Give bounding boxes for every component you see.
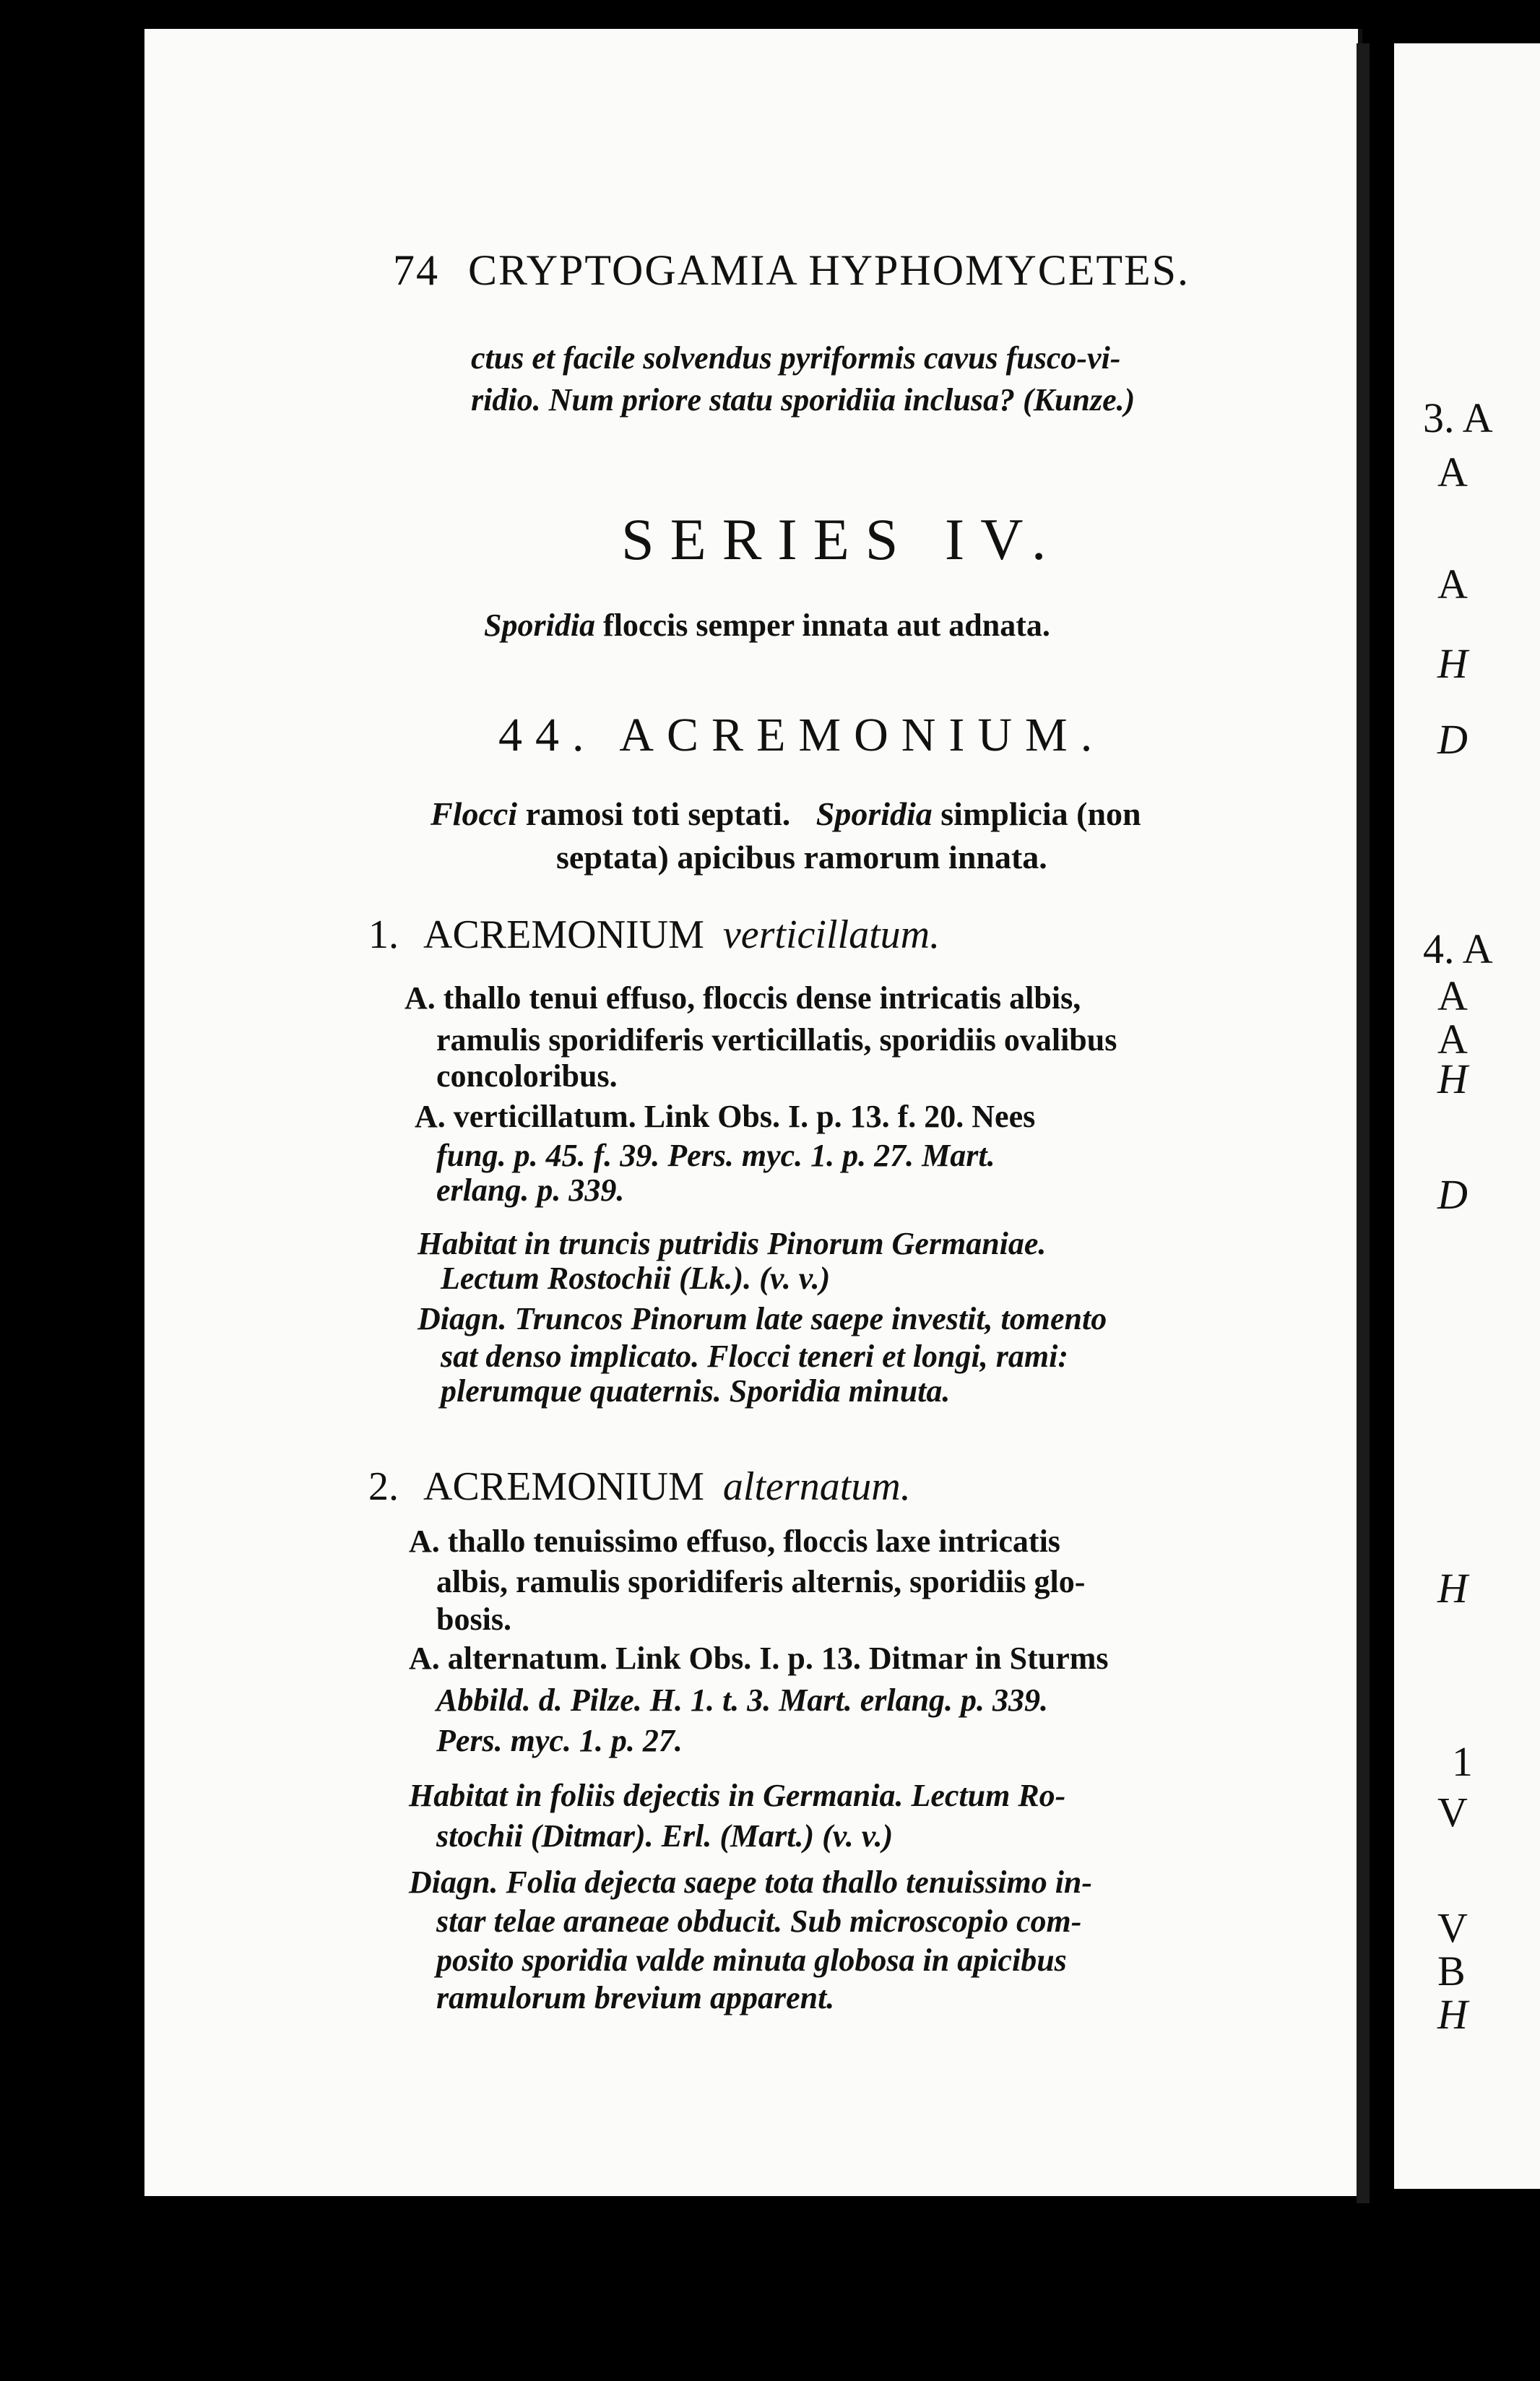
species-title: [368, 1464, 911, 1510]
adjacent-fragment: B: [1437, 1948, 1466, 1995]
adjacent-fragment: D: [1437, 716, 1468, 763]
species-synonymy: A. verticillatum. Link Obs. I. p. 13. f. 20. Nees: [415, 1099, 1036, 1134]
species-number: 2.: [368, 1464, 399, 1509]
species-synonymy: Pers. myc. 1. p. 27.: [436, 1723, 683, 1758]
adjacent-fragment: V: [1437, 1789, 1468, 1836]
species-synonymy: fung. p. 45. f. 39. Pers. myc. 1. p. 27. Mart.: [436, 1138, 995, 1173]
species-synonymy: Abbild. d. Pilze. H. 1. t. 3. Mart. erlang. p. 339.: [436, 1682, 1049, 1718]
adjacent-fragment: H: [1437, 1565, 1468, 1612]
genus-desc-text: simplicia (non: [940, 795, 1141, 832]
species-diagn: Diagn. Folia dejecta saepe tota thallo tenuissimo in-: [409, 1864, 1093, 1900]
species-diagnosis: concoloribus.: [436, 1058, 618, 1094]
genus-desc-italic: Flocci: [431, 795, 518, 832]
species-diagnosis: ramulis sporidiferis verticillatis, sporidiis ovalibus: [436, 1022, 1117, 1058]
series-subtitle-italic: Sporidia: [484, 608, 596, 643]
running-header: [393, 246, 1190, 295]
intro-line: ridio. Num priore statu sporidiia inclusa? (Kunze.): [471, 382, 1135, 418]
series-subtitle-text: floccis semper innata aut adnata.: [603, 608, 1050, 643]
species-diagnosis: A. thallo tenui effuso, floccis dense intricatis albis,: [405, 980, 1081, 1016]
adjacent-fragment: H: [1437, 1055, 1468, 1102]
adjacent-fragment: A: [1437, 1016, 1468, 1063]
running-title: CRYPTOGAMIA HYPHOMYCETES.: [468, 246, 1190, 294]
adjacent-page: [1394, 43, 1540, 2189]
genus-desc-text: ramosi toti septati.: [525, 795, 791, 832]
adjacent-fragment: H: [1437, 640, 1468, 687]
species-diagnosis: albis, ramulis sporidiferis alternis, sporidiis glo-: [436, 1564, 1086, 1599]
species-synonymy: A. alternatum. Link Obs. I. p. 13. Ditmar in Sturms: [409, 1641, 1109, 1676]
adjacent-fragment: 3. A: [1423, 394, 1493, 441]
adjacent-fragment: A: [1437, 561, 1468, 608]
adjacent-fragment: A: [1437, 449, 1468, 496]
genus-desc-italic: Sporidia: [816, 795, 933, 832]
species-habitat: Habitat in truncis putridis Pinorum Germaniae.: [418, 1226, 1047, 1261]
species-diagn: Diagn. Truncos Pinorum late saepe investit, tomento: [418, 1301, 1107, 1336]
page-edge: [1357, 43, 1370, 2203]
species-diagn: plerumque quaternis. Sporidia minuta.: [441, 1373, 951, 1409]
species-epithet: verticillatum.: [722, 912, 940, 957]
genus-description: septata) apicibus ramorum innata.: [556, 839, 1047, 876]
adjacent-fragment: H: [1437, 1991, 1468, 2038]
species-habitat: Habitat in foliis dejectis in Germania. Lectum Ro-: [409, 1778, 1066, 1813]
adjacent-fragment: 1: [1452, 1738, 1473, 1785]
species-title: [368, 912, 940, 958]
adjacent-fragment: 4. A: [1423, 925, 1493, 972]
species-diagn: posito sporidia valde minuta globosa in apicibus: [436, 1943, 1067, 1978]
page-number: 74: [393, 246, 439, 294]
species-number: 1.: [368, 912, 399, 957]
species-genus: ACREMONIUM: [423, 1464, 704, 1509]
intro-line: ctus et facile solvendus pyriformis cavus fusco-vi-: [471, 340, 1121, 376]
adjacent-fragment: V: [1437, 1904, 1468, 1951]
genus-description: [431, 795, 1141, 833]
species-diagn: ramulorum brevium apparent.: [436, 1980, 835, 2015]
species-epithet: alternatum.: [722, 1464, 911, 1509]
species-genus: ACREMONIUM: [423, 912, 704, 957]
series-subtitle: [484, 607, 1050, 644]
species-diagn: star telae araneae obducit. Sub microscopio com-: [436, 1903, 1082, 1939]
species-diagnosis: A. thallo tenuissimo effuso, floccis laxe intricatis: [409, 1524, 1060, 1559]
species-diagnosis: bosis.: [436, 1602, 511, 1637]
species-habitat: stochii (Ditmar). Erl. (Mart.) (v. v.): [436, 1818, 894, 1854]
species-synonymy: erlang. p. 339.: [436, 1172, 625, 1208]
species-habitat: Lectum Rostochii (Lk.). (v. v.): [441, 1261, 831, 1296]
species-diagn: sat denso implicato. Flocci teneri et longi, rami:: [441, 1339, 1068, 1374]
genus-heading: 44. ACREMONIUM.: [498, 709, 1106, 761]
series-heading: SERIES IV.: [621, 506, 1063, 572]
adjacent-fragment: A: [1437, 972, 1468, 1019]
adjacent-fragment: D: [1437, 1171, 1468, 1218]
